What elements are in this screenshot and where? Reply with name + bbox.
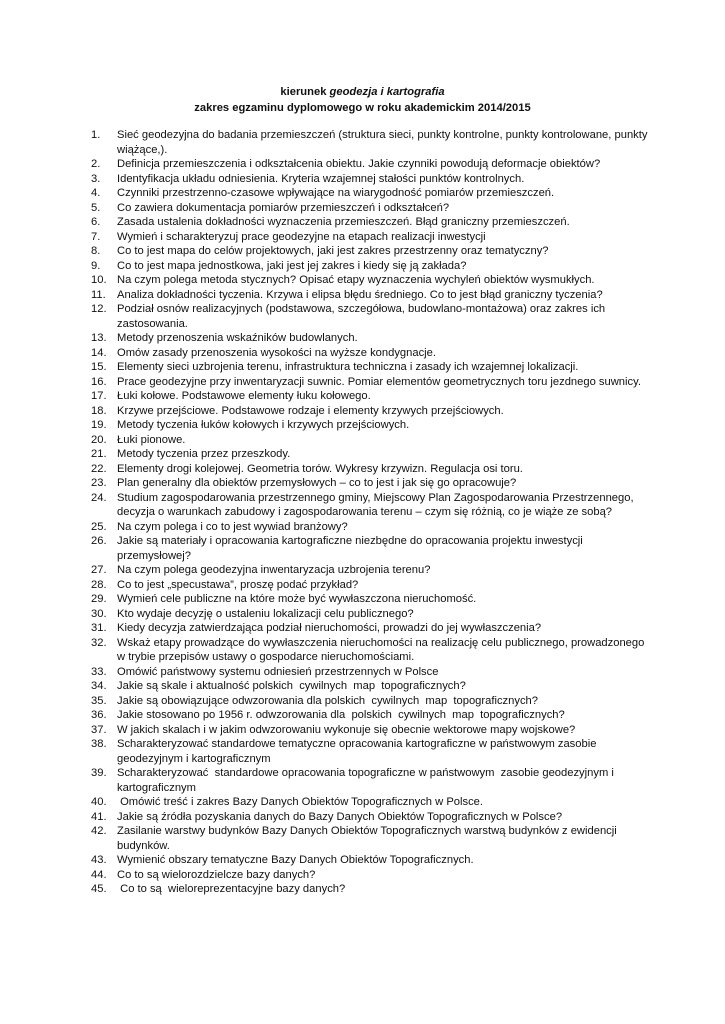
list-item xyxy=(91,273,651,288)
list-item xyxy=(91,172,651,187)
list-item xyxy=(91,418,651,433)
list-item xyxy=(91,331,651,346)
list-item xyxy=(91,201,651,216)
item-text: Elementy sieci uzbrojenia terenu, infrastruktura techniczna i zasady ich wzajemnej lokalizacji. xyxy=(117,361,579,373)
item-text: Wymienić obszary tematyczne Bazy Danych Obiektów Topograficznych. xyxy=(117,854,474,866)
item-number: 33. xyxy=(91,665,107,678)
item-number: 4. xyxy=(91,187,101,199)
item-text: Prace geodezyjne przy inwentaryzacji suwnic. Pomiar elementów geometrycznych toru jezdnego suwnicy. xyxy=(117,375,641,388)
item-number: 16. xyxy=(91,375,107,388)
item-text: Identyfikacja układu odniesienia. Kryteria wzajemnej stałości punktów kontrolnych. xyxy=(117,172,525,185)
item-text: Wymień cele publiczne na które może być wywłaszczona nieruchomość. xyxy=(117,593,477,605)
item-text: Jakie są materiały i opracowania kartograficzne niezbędne do opracowania projektu inwestycji przemysłowej? xyxy=(117,535,586,562)
item-number: 13. xyxy=(91,332,107,344)
item-number: 37. xyxy=(91,723,107,736)
item-text: Kiedy decyzja zatwierdzająca podział nieruchomości, prowadzi do jej wywłaszczenia? xyxy=(117,622,542,634)
item-number: 31. xyxy=(91,622,107,634)
item-number: 43. xyxy=(91,854,107,866)
item-text: Plan generalny dla obiektów przemysłowych – co to jest i jak się go opracowuje? xyxy=(117,477,517,489)
item-number: 26. xyxy=(91,535,107,547)
item-number: 15. xyxy=(91,361,107,373)
list-item xyxy=(91,375,651,390)
list-item xyxy=(91,679,651,694)
item-number: 1. xyxy=(91,129,101,141)
list-item xyxy=(91,259,651,274)
item-text: Co to jest mapa jednostkowa, jaki jest jej zakres i kiedy się ją zakłada? xyxy=(117,259,467,272)
list-item xyxy=(91,795,651,810)
item-number: 24. xyxy=(91,491,107,504)
list-item xyxy=(91,708,651,723)
list-item xyxy=(91,433,651,448)
list-item xyxy=(91,360,651,375)
header-prefix: kierunek xyxy=(280,86,330,98)
item-number: 34. xyxy=(91,680,107,692)
list-item xyxy=(91,491,651,520)
item-text: Jakie stosowano po 1956 r. odwzorowania dla polskich cywilnych map topograficznych? xyxy=(117,709,565,721)
list-item xyxy=(91,723,651,738)
list-item xyxy=(91,520,651,535)
item-number: 35. xyxy=(91,694,107,707)
item-number: 17. xyxy=(91,390,107,402)
item-number: 44. xyxy=(91,868,107,881)
item-number: 23. xyxy=(91,477,107,489)
list-item xyxy=(91,157,651,172)
question-list xyxy=(91,128,651,897)
item-text: Czynniki przestrzenno-czasowe wpływające na wiarygodność pomiarów przemieszczeń. xyxy=(117,187,555,199)
item-number: 18. xyxy=(91,404,107,417)
list-item xyxy=(91,810,651,825)
item-text: Definicja przemieszczenia i odkształcenia obiektu. Jakie czynniki powodują deformacje obiektów? xyxy=(117,158,601,170)
item-number: 27. xyxy=(91,564,107,576)
item-text: Podział osnów realizacyjnych (podstawowa, szczegółowa, budowlano-montażowa) oraz zakres ich zastosowania. xyxy=(117,303,609,330)
item-number: 40. xyxy=(91,796,107,808)
list-item xyxy=(91,244,651,259)
list-item xyxy=(91,389,651,404)
item-text: Omówić państwowy systemu odniesień przestrzennych w Polsce xyxy=(117,665,439,678)
item-number: 22. xyxy=(91,462,107,475)
item-number: 21. xyxy=(91,448,107,460)
item-text: Wymień i scharakteryzuj prace geodezyjne na etapach realizacji inwestycji xyxy=(117,230,486,243)
item-number: 32. xyxy=(91,636,107,649)
item-text: Kto wydaje decyzję o ustaleniu lokalizacji celu publicznego? xyxy=(117,607,414,620)
list-item xyxy=(91,288,651,303)
list-item xyxy=(91,766,651,795)
item-number: 3. xyxy=(91,172,101,185)
item-text: Scharakteryzować standardowe opracowania topograficzne w państwowym zasobie geodezyjnym i kartograficznym xyxy=(117,767,617,794)
item-text: Omówić treść i zakres Bazy Danych Obiektów Topograficznych w Polsce. xyxy=(117,796,484,808)
item-text: Co to jest „specustawa”, proszę podać przykład? xyxy=(117,578,359,591)
document-header xyxy=(0,84,725,116)
list-item xyxy=(91,621,651,636)
list-item xyxy=(91,346,651,361)
list-item xyxy=(91,186,651,201)
list-item xyxy=(91,462,651,477)
item-text: Co zawiera dokumentacja pomiarów przemieszczeń i odkształceń? xyxy=(117,201,450,214)
list-item xyxy=(91,447,651,462)
item-text: Na czym polega i co to jest wywiad branżowy? xyxy=(117,520,348,533)
list-item xyxy=(91,868,651,883)
item-number: 19. xyxy=(91,419,107,431)
list-item xyxy=(91,215,651,230)
item-text: Omów zasady przenoszenia wysokości na wyższe kondygnacje. xyxy=(117,346,436,359)
list-item xyxy=(91,302,651,331)
list-item xyxy=(91,853,651,868)
item-number: 20. xyxy=(91,433,107,446)
item-text: Łuki pionowe. xyxy=(117,433,186,446)
item-text: Studium zagospodarowania przestrzennego gminy, Miejscowy Plan Zagospodarowania Przestrzennego, decyzja o warunkach zabudowy i zagospodarowania terenu – czym się różnią, co je wiąże ze sobą? xyxy=(117,491,637,518)
item-text: Jakie są źródła pozyskania danych do Bazy Danych Obiektów Topograficznych w Polsce? xyxy=(117,810,563,823)
item-text: Elementy drogi kolejowej. Geometria torów. Wykresy krzywizn. Regulacja osi toru. xyxy=(117,462,523,475)
list-item xyxy=(91,824,651,853)
item-number: 38. xyxy=(91,738,107,750)
list-item xyxy=(91,128,651,157)
item-number: 39. xyxy=(91,767,107,779)
item-number: 9. xyxy=(91,259,101,272)
item-number: 41. xyxy=(91,810,107,823)
item-text: Zasada ustalenia dokładności wyznaczenia przemieszczeń. Błąd graniczny przemieszczeń. xyxy=(117,216,570,228)
list-item xyxy=(91,404,651,419)
item-number: 5. xyxy=(91,201,101,214)
item-text: Co to jest mapa do celów projektowych, jaki jest zakres przestrzenny oraz tematyczny? xyxy=(117,245,549,257)
item-number: 10. xyxy=(91,274,107,286)
item-text: Sieć geodezyjna do badania przemieszczeń (struktura sieci, punkty kontrolne, punkty kontrolowane, punkty wiążące,). xyxy=(117,129,651,156)
item-text: Scharakteryzować standardowe tematyczne opracowania kartograficzne w państwowym zasobie geodezyjnym i kartograficznym xyxy=(117,738,600,765)
list-item xyxy=(91,578,651,593)
item-text: Krzywe przejściowe. Podstawowe rodzaje i elementy krzywych przejściowych. xyxy=(117,404,504,417)
item-text: Wskaż etapy prowadzące do wywłaszczenia nieruchomości na realizację celu publicznego, prowadzonego w trybie przepisów ustawy o gospodarce nieruchomościami. xyxy=(117,636,648,663)
header-line-1 xyxy=(0,84,725,100)
item-text: Metody tyczenia przez przeszkody. xyxy=(117,448,291,460)
item-text: Analiza dokładności tyczenia. Krzywa i elipsa błędu średniego. Co to jest błąd graniczny tyczenia? xyxy=(117,288,603,301)
item-number: 14. xyxy=(91,346,107,359)
item-text: Co to są wieloreprezentacyjne bazy danych? xyxy=(117,883,346,895)
item-number: 25. xyxy=(91,520,107,533)
item-number: 28. xyxy=(91,578,107,591)
list-item xyxy=(91,592,651,607)
header-line-2: zakres egzaminu dyplomowego w roku akademickim 2014/2015 xyxy=(194,102,531,114)
list-item xyxy=(91,636,651,665)
item-number: 7. xyxy=(91,230,101,243)
item-text: Na czym polega metoda stycznych? Opisać etapy wyznaczenia wychyleń obiektów wysmukłych. xyxy=(117,274,595,286)
item-text: Jakie są obowiązujące odwzorowania dla polskich cywilnych map topograficznych? xyxy=(117,694,538,707)
item-number: 30. xyxy=(91,607,107,620)
item-number: 36. xyxy=(91,709,107,721)
list-item xyxy=(91,563,651,578)
item-number: 6. xyxy=(91,216,101,228)
list-item xyxy=(91,665,651,680)
item-text: Na czym polega geodezyjna inwentaryzacja uzbrojenia terenu? xyxy=(117,564,431,576)
list-item xyxy=(91,230,651,245)
item-number: 42. xyxy=(91,825,107,837)
item-number: 45. xyxy=(91,883,107,895)
item-text: Jakie są skale i aktualność polskich cywilnych map topograficznych? xyxy=(117,680,466,692)
item-text: Co to są wielorozdzielcze bazy danych? xyxy=(117,868,316,881)
list-item xyxy=(91,607,651,622)
item-text: Metody tyczenia łuków kołowych i krzywych przejściowych. xyxy=(117,419,410,431)
item-number: 11. xyxy=(91,288,106,301)
item-number: 29. xyxy=(91,593,107,605)
item-text: W jakich skalach i w jakim odwzorowaniu wykonuje się obecnie wektorowe mapy wojskowe? xyxy=(117,723,576,736)
list-item xyxy=(91,476,651,491)
list-item xyxy=(91,534,651,563)
list-item xyxy=(91,737,651,766)
item-text: Metody przenoszenia wskaźników budowlanych. xyxy=(117,332,358,344)
item-number: 12. xyxy=(91,303,107,315)
field-of-study: geodezja i kartografia xyxy=(329,86,445,98)
item-number: 2. xyxy=(91,158,101,170)
item-text: Łuki kołowe. Podstawowe elementy łuku kołowego. xyxy=(117,390,371,402)
list-item xyxy=(91,694,651,709)
item-number: 8. xyxy=(91,245,101,257)
item-text: Zasilanie warstwy budynków Bazy Danych Obiektów Topograficznych warstwą budynków z ewidencji budynków. xyxy=(117,825,620,852)
list-item xyxy=(91,882,651,897)
